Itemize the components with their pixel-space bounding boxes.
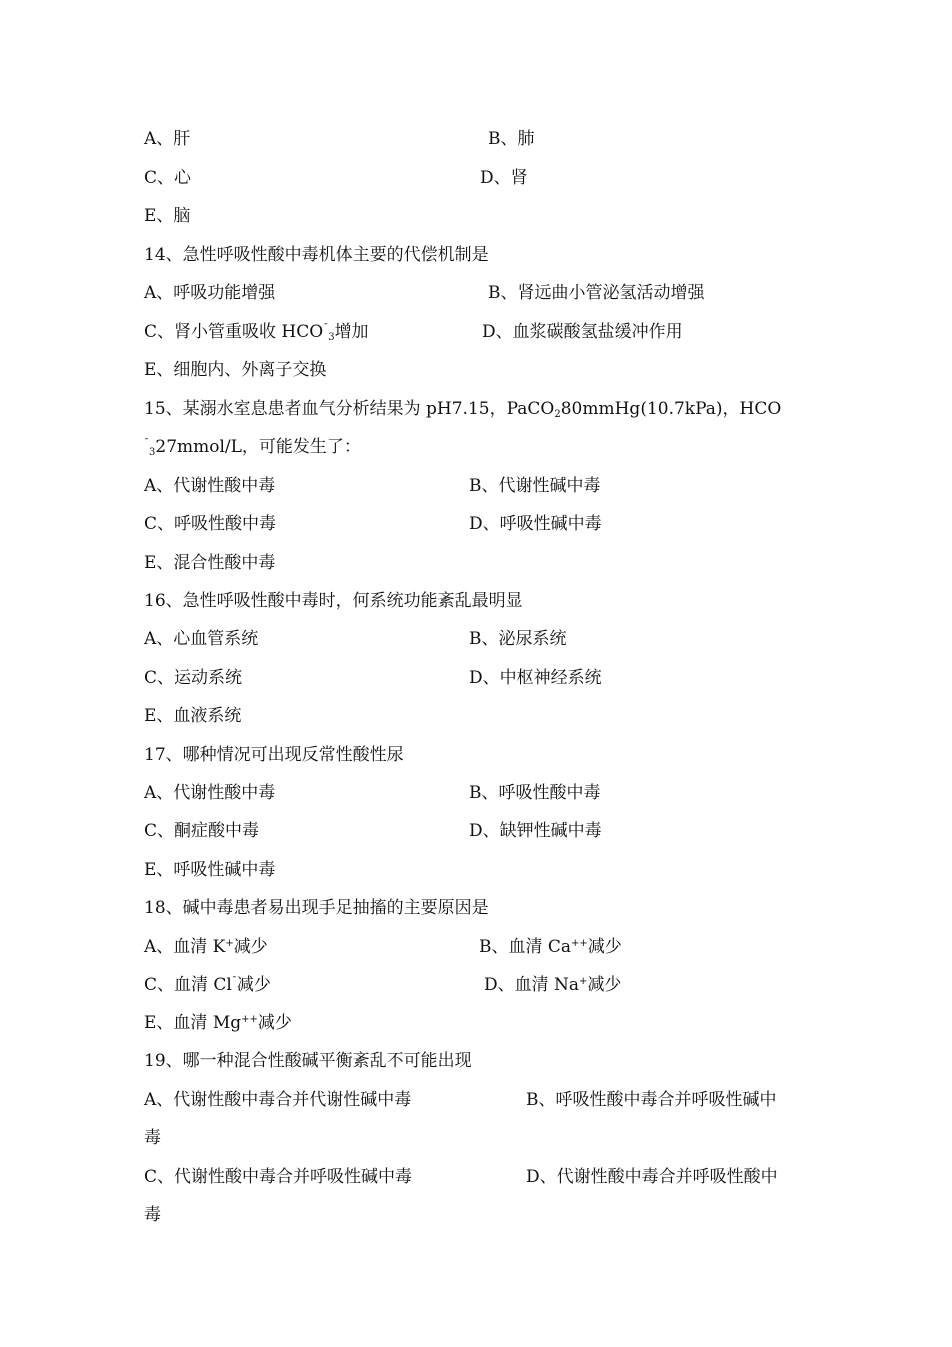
q13-option-a: A、肝 xyxy=(144,129,191,149)
q13-option-b: B、肺 xyxy=(488,129,535,149)
q18-option-d-text: D、血清 Na xyxy=(484,975,580,995)
q18-option-e xyxy=(144,1012,292,1034)
q15-stem-text-3: 27mmol/L，可能发生了： xyxy=(155,437,361,457)
q17-option-a: A、代谢性酸中毒 xyxy=(144,783,276,803)
q18-option-a-text: A、血清 K xyxy=(144,937,226,957)
q14-option-c xyxy=(144,321,369,343)
q16-option-d: D、中枢神经系统 xyxy=(469,668,602,688)
q19-option-c: C、代谢性酸中毒合并呼吸性碱中毒 xyxy=(144,1167,413,1187)
q18-option-d-suffix: 减少 xyxy=(587,975,622,995)
q19-option-b-wrap: 毒 xyxy=(144,1128,161,1148)
q17-option-b: B、呼吸性酸中毒 xyxy=(469,783,601,803)
q19-option-b: B、呼吸性酸中毒合并呼吸性碱中 xyxy=(526,1090,777,1110)
q18-option-a-suffix: 减少 xyxy=(233,937,268,957)
q14-option-d: D、血浆碳酸氢盐缓冲作用 xyxy=(482,322,683,342)
q18-option-e-text: E、血清 Mg xyxy=(144,1013,242,1033)
q15-option-e: E、混合性酸中毒 xyxy=(144,553,276,573)
q14-option-c-sub: 3 xyxy=(328,332,335,343)
q18-option-b-text: B、血清 Ca xyxy=(479,937,572,957)
q13-option-c: C、心 xyxy=(144,168,192,188)
q13-option-e: E、脑 xyxy=(144,206,191,226)
q14-option-a: A、呼吸功能增强 xyxy=(144,283,276,303)
q16-stem: 16、急性呼吸性酸中毒时，何系统功能紊乱最明显 xyxy=(144,591,523,611)
q18-option-c-suffix: 减少 xyxy=(236,975,271,995)
q19-option-d-wrap: 毒 xyxy=(144,1205,161,1225)
q15-option-a: A、代谢性酸中毒 xyxy=(144,476,276,496)
q14-option-c-text: C、肾小管重吸收 HCO xyxy=(144,322,324,342)
q18-option-b xyxy=(479,936,622,958)
q18-option-c-sup: ¯ xyxy=(231,976,237,987)
q16-option-c: C、运动系统 xyxy=(144,668,243,688)
q15-stem-sub: 2 xyxy=(554,409,561,420)
q18-option-b-suffix: 减少 xyxy=(587,937,622,957)
q18-option-c-text: C、血清 Cl xyxy=(144,975,232,995)
q15-option-d: D、呼吸性碱中毒 xyxy=(469,514,602,534)
q15-stem-text-2: 80mmHg(10.7kPa)，HCO xyxy=(560,399,782,419)
q19-option-d: D、代谢性酸中毒合并呼吸性酸中 xyxy=(526,1167,778,1187)
q15-stem-line2 xyxy=(144,436,361,458)
q17-option-d: D、缺钾性碱中毒 xyxy=(469,821,602,841)
q16-option-b: B、泌尿系统 xyxy=(469,629,567,649)
q15-stem-line1 xyxy=(144,398,781,420)
q14-option-b: B、肾远曲小管泌氢活动增强 xyxy=(488,283,705,303)
q15-stem-text: 15、某溺水室息患者血气分析结果为 pH7.15，PaCO xyxy=(144,399,555,419)
q17-stem: 17、哪种情况可出现反常性酸性尿 xyxy=(144,745,404,765)
q13-option-d: D、肾 xyxy=(480,168,528,188)
q15-stem-sub-2: 3 xyxy=(149,447,156,458)
q18-option-e-sup: ++ xyxy=(241,1014,258,1025)
q18-option-e-suffix: 减少 xyxy=(257,1013,292,1033)
q19-stem: 19、哪一种混合性酸碱平衡紊乱不可能出现 xyxy=(144,1051,472,1071)
q18-option-d xyxy=(484,974,621,996)
q18-option-d-sup: + xyxy=(579,976,588,987)
q19-option-a: A、代谢性酸中毒合并代谢性碱中毒 xyxy=(144,1090,412,1110)
q18-option-b-sup: ++ xyxy=(571,938,588,949)
q14-option-e: E、细胞内、外离子交换 xyxy=(144,360,327,380)
q16-option-a: A、心血管系统 xyxy=(144,629,259,649)
q15-option-c: C、呼吸性酸中毒 xyxy=(144,514,277,534)
q15-option-b: B、代谢性碱中毒 xyxy=(469,476,601,496)
q18-stem: 18、碱中毒患者易出现手足抽搐的主要原因是 xyxy=(144,898,489,918)
q18-option-c xyxy=(144,974,271,996)
q15-stem-sup: ¯ xyxy=(144,438,149,449)
q17-option-c: C、酮症酸中毒 xyxy=(144,821,260,841)
q16-option-e: E、血液系统 xyxy=(144,706,242,726)
q17-option-e: E、呼吸性碱中毒 xyxy=(144,860,276,880)
q18-option-a xyxy=(144,936,268,958)
q14-stem: 14、急性呼吸性酸中毒机体主要的代偿机制是 xyxy=(144,245,489,265)
q14-option-c-suffix: 增加 xyxy=(334,322,369,342)
q14-option-c-sup: ¯ xyxy=(323,323,329,334)
q18-option-a-sup: + xyxy=(225,938,234,949)
